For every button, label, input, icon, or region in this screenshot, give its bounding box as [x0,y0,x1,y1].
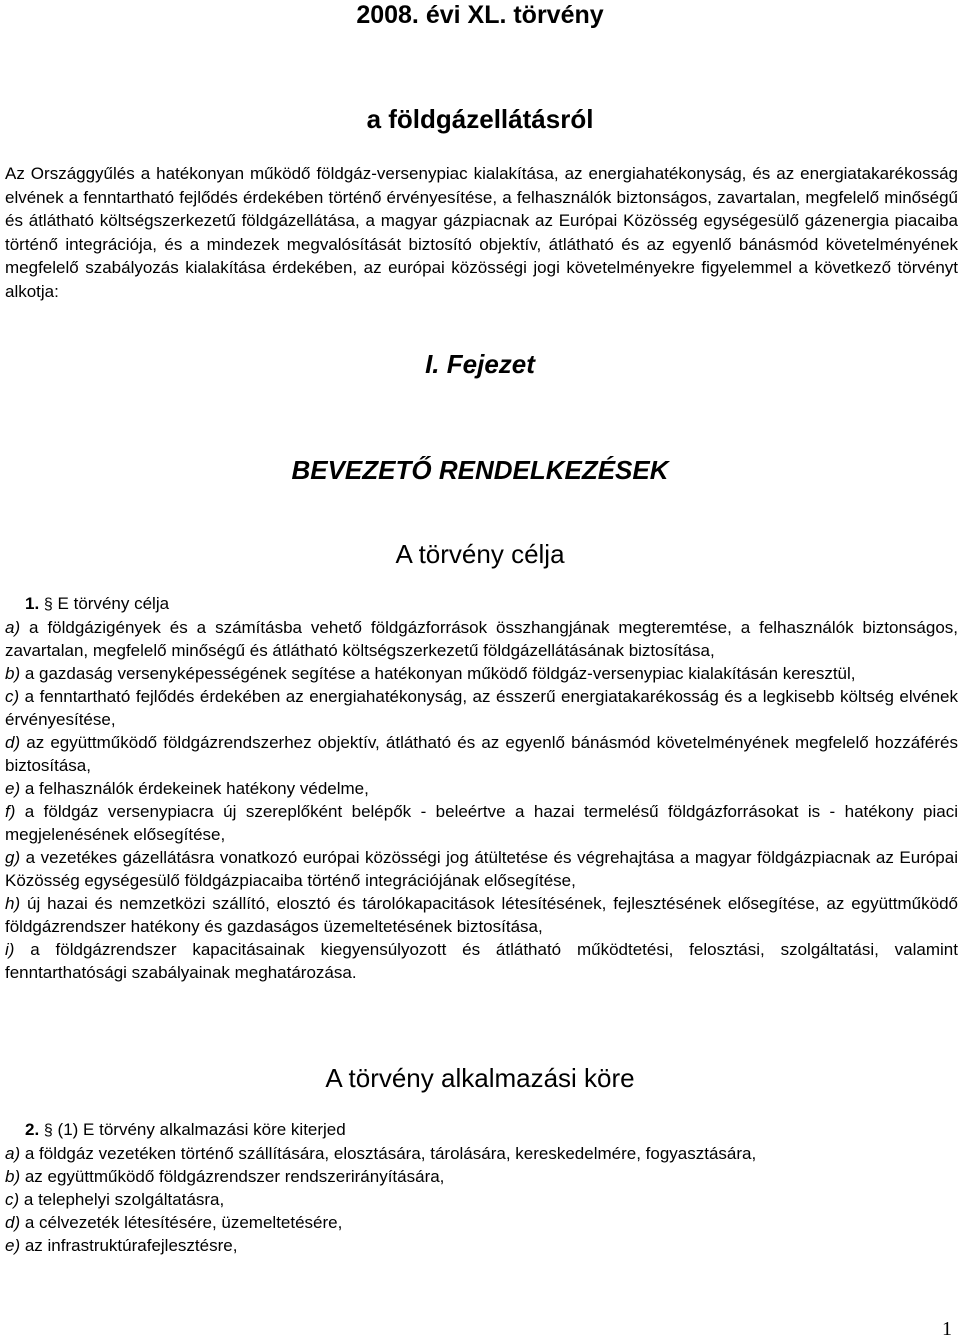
item-text: a telephelyi szolgáltatásra, [19,1190,225,1209]
preamble-text: Az Országgyűlés a hatékonyan működő földgáz-versenypiac kialakítása, az energiahatékonyság, és az energiatakarékosság elvének a fenntartható fejlődés érdekében történő érvényesítése, a felhasználók biztonságos, zavartalan, megfelelő minőségű és átlátható költségszerkezetű földgázellátása, a magyar gázpiacnak az Európai Közösség egységesülő gázenergia piacaiba történő integrációja, és a mindezek megvalósítását biztosító objektív, átlátható és az egyenlő bánásmód követelményének megfelelő szabályozás kialakítása érdekében, az európai közösségi jogi követelményekre figyelemmel a következő törvényt alkotja: [5,164,958,301]
item-text: az együttműködő földgázrendszerhez objektív, átlátható és az egyenlő bánásmód követelményének megfelelő hozzáférés biztosítása, [5,733,958,775]
list-item [5,1142,958,1165]
chapter-number: I. Fejezet [425,349,535,379]
item-letter: h) [5,894,21,913]
item-text: a földgázigények és a számításba vehető földgázforrások összhangjának megteremtése, a felhasználók biztonságos, zavartalan, megfelelő minőségű és átlátható költségszerkezetű földgázellátásának biztosítása, [5,618,958,660]
section2-number: 2. [25,1120,40,1139]
list-item [5,800,958,846]
section1-lead [5,592,958,616]
list-item [5,892,958,938]
item-text: a földgázrendszer kapacitásainak kiegyensúlyozott és átlátható működtetési, felosztási, szolgáltatási, valamint fenntarthatósági szabályainak meghatározása. [5,940,958,982]
list-item [5,1211,958,1234]
list-item [5,846,958,892]
item-text: a földgáz versenypiacra új szereplőként belépők - beleértve a hazai termelésű földgázforrásokat is - hatékony piaci megjelenésének elősegítése, [5,802,958,844]
item-text: a gazdaság versenyképességének segítése a hatékonyan működő földgáz-versenypiac kialakításán keresztül, [20,664,856,683]
law-subtitle: a földgázellátásról [366,104,594,134]
item-letter: c) [5,687,20,706]
item-letter: a) [5,618,21,637]
item-text: a célvezeték létesítésére, üzemeltetésére, [20,1213,343,1232]
list-item [5,685,958,731]
item-letter: f) [5,802,16,821]
item-text: az infrastruktúrafejlesztésre, [20,1236,238,1255]
item-letter: b) [5,1167,21,1186]
preamble [5,162,958,303]
item-letter: a) [5,1144,21,1163]
item-text: a földgáz vezetéken történő szállítására, elosztására, tárolására, kereskedelmére, fogyasztására, [20,1144,757,1163]
item-letter: e) [5,1236,21,1255]
list-item [5,731,958,777]
list-item [5,662,958,685]
section-sign: § [43,1122,53,1139]
item-letter: g) [5,848,21,867]
section1-heading: A törvény célja [395,539,565,569]
item-letter: c) [5,1190,20,1209]
item-text: a fenntartható fejlődés érdekében az energiahatékonyság, az ésszerű energiatakarékosság és a legkisebb költség elvének érvényesítése, [5,687,958,729]
list-item [5,616,958,662]
item-letter: d) [5,1213,21,1232]
list-item [5,1165,958,1188]
item-letter: d) [5,733,21,752]
law-title: 2008. évi XL. törvény [356,1,604,29]
item-letter: e) [5,779,21,798]
list-item [5,1188,958,1211]
item-text: új hazai és nemzetközi szállító, elosztó és tárolókapacitások létesítésének, fejlesztésének elősegítése, az együttműködő földgázrendszer hatékony és gazdaságos üzemeltetésének biztosítása, [5,894,958,936]
section-sign: § [43,596,53,613]
section1-lead-text: E törvény célja [52,594,170,613]
list-item [5,777,958,800]
section1-body [5,592,958,984]
page-number: 1 [942,1318,952,1340]
list-item [5,1234,958,1257]
item-text: a felhasználók érdekeinek hatékony védelme, [20,779,369,798]
item-letter: i) [5,940,15,959]
section2-lead [5,1118,958,1142]
item-text: az együttműködő földgázrendszer rendszerirányítására, [20,1167,445,1186]
item-text: a vezetékes gázellátásra vonatkozó európai közösségi jog átültetése és végrehajtása a magyar földgázpiacnak az Európai Közösség egységesülő földgázpiacaiba történő integrációjának elősegítése, [5,848,958,890]
section2-heading: A törvény alkalmazási köre [325,1063,635,1093]
list-item [5,938,958,984]
section1-number: 1. [25,594,40,613]
item-letter: b) [5,664,21,683]
chapter-title: BEVEZETŐ RENDELKEZÉSEK [291,455,669,485]
section2-lead-text: (1) E törvény alkalmazási köre kiterjed [52,1120,346,1139]
section2-body [5,1118,958,1257]
